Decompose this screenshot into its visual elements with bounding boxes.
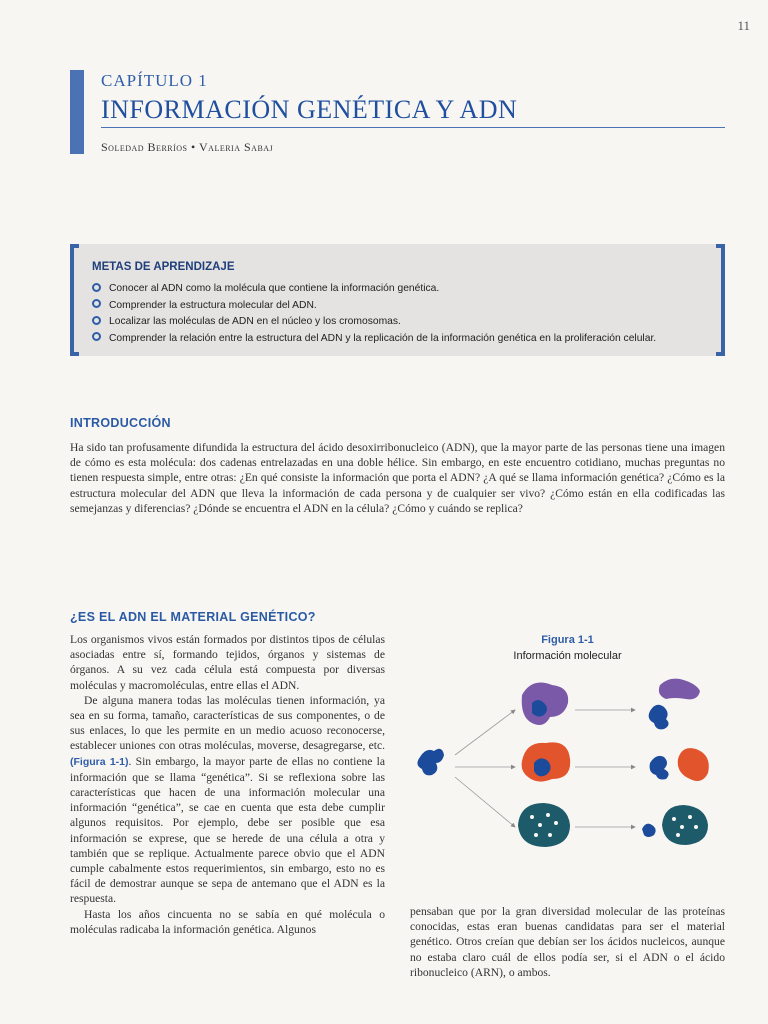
blue-molecule-result-icon-2 (650, 756, 669, 780)
bullet-icon (92, 316, 101, 325)
purple-molecule-icon (522, 683, 568, 725)
paragraph: Hasta los años cincuenta no se sabía en qué molécula o moléculas radicaba la información genética. Algunos (70, 907, 385, 936)
section-left-column (70, 632, 385, 937)
goal-item: Localizar las moléculas de ADN en el núcleo y los cromosomas. (92, 314, 656, 331)
blue-molecule-result-icon (649, 705, 669, 730)
goal-item: Comprender la relación entre la estructura del ADN y la replicación de la información genética en la proliferación celular. (92, 331, 656, 348)
section-heading: ¿ES EL ADN EL MATERIAL GENÉTICO? (70, 610, 316, 624)
figure-reference-link[interactable]: (Figura 1-1) (70, 755, 129, 768)
orange-molecule-result-icon (678, 748, 709, 781)
figure-caption: Información molecular (513, 650, 622, 662)
chapter-authors: Soledad Berríos • Valeria Sabaj (101, 140, 274, 154)
title-rule (101, 127, 725, 128)
goals-bracket-right (716, 244, 725, 356)
teal-molecule-icon (518, 803, 570, 847)
section-right-column: pensaban que por la gran diversidad molecular de las proteínas conocidas, estas eran buenas candidatas para ser el material genético. Otros creían que debían ser los ácidos nucleicos, aunque no estaba claro cuál de ellos podía ser, si el ADN o el ácido ribonucleico (ARN), o ambos. (410, 905, 725, 979)
paragraph: Los organismos vivos están formados por distintos tipos de células asociadas entre sí, formando tejidos, órganos y sistemas de órganos. A su vez cada célula está compuesta por diversas moléculas y macromoléculas, entre ellas el ADN. (70, 633, 385, 692)
orange-molecule-icon (522, 742, 571, 781)
page-number: 11 (737, 18, 750, 33)
teal-molecule-result-icon (662, 805, 708, 845)
chapter-accent-bar (70, 70, 84, 154)
figure-label: Figura 1-1 (541, 634, 594, 646)
chapter-title: INFORMACIÓN GENÉTICA Y ADN (101, 95, 518, 124)
blue-molecule-result-icon-3 (642, 824, 656, 837)
blue-molecule-icon (417, 749, 444, 776)
bullet-icon (92, 283, 101, 292)
goals-title: METAS DE APRENDIZAJE (92, 261, 235, 273)
intro-paragraph: Ha sido tan profusamente difundida la estructura del ácido desoxirribonucleico (ADN), que la mayor parte de las personas tiene una imagen de cómo es esta molécula: dos cadenas entrelazadas en una doble hélice. Sin embargo, en este encuentro cotidiano, muchas preguntas no tienen respuesta simple, entre otras: ¿En qué consiste la información que porta el ADN? ¿A qué se llama información genética? ¿Cómo es la estructura molecular del ADN que lleva la información de cada persona y de cualquier ser vivo? ¿Cómo están en ella codificadas las semejanzas y diferencias? ¿Dónde se encuentra el ADN en la célula? ¿Cómo y cuándo se replica? (70, 441, 725, 515)
intro-heading: INTRODUCCIÓN (70, 416, 171, 430)
goal-item: Comprender la estructura molecular del ADN. (92, 298, 656, 315)
bullet-icon (92, 332, 101, 341)
goals-list (92, 281, 656, 347)
goals-bracket-left (70, 244, 79, 356)
chapter-label: CAPÍTULO 1 (101, 71, 208, 90)
purple-molecule-result-icon (659, 679, 700, 700)
goal-item: Conocer al ADN como la molécula que contiene la información genética. (92, 281, 656, 298)
paragraph: De alguna manera todas las moléculas tienen información, ya sea en su forma, tamaño, características de sus componentes, o de sus enlaces, lo que les permite en un medio acuoso reconocerse, establecer uniones con otras moléculas, moverse, desagregarse, etc. (Figura 1-1). Sin embargo, la mayor parte de ellas no contiene la información que se llama “genética”. Si se reflexiona sobre las características que hacen de una información molecular una información “genética”, se cae en cuenta que esta debe cumplir algunos requisitos. Por ejemplo, debe ser posible que esa información se exprese, que se herede de una célula a otra y también que se replique. Actualmente parece obvio que el ADN cumple cabalmente estos requerimientos, sin embargo, esto no es fácil de demostrar aunque se sepa de antemano que el ADN es la respuesta. (70, 693, 385, 906)
bullet-icon (92, 299, 101, 308)
molecular-information-illustration (410, 665, 725, 895)
